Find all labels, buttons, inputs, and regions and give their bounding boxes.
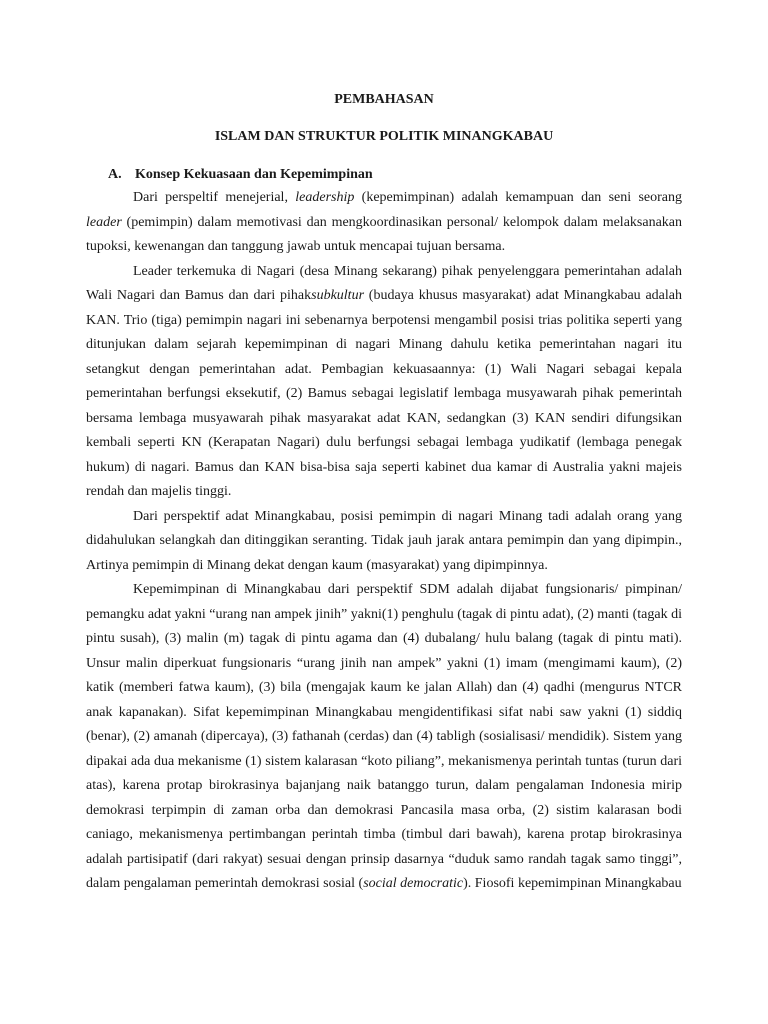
section-heading-text: Konsep Kekuasaan dan Kepemimpinan (135, 167, 373, 182)
text-run: Kepemimpinan di Minangkabau dari perspektif SDM adalah dijabat fungsionaris/ pimpinan/ pemangku adat yakni “urang nan ampek jinih” yakni(1) penghulu (tagak di pintu adat), (2) manti (tagak di pintu susah), (3) malin (m) tagak di pintu agama dan (4) dubalang/ hulu balang (tagak di pintu mati). Unsur malin diperkuat fungsionaris “urang jinih nan ampek” yakni (1) imam (mengimami kaum), (2) katik (memberi fatwa kaum), (3) bila (mengajak kaum ke jalan Allah) dan (4) qadhi (mengurus NTCR anak kapanakan). Sifat kepemimpinan Minangkabau mengidentifikasi sifat nabi saw yakni (1) siddiq (benar), (2) amanah (dipercaya), (3) fathanah (cerdas) dan (4) tabligh (sosialisasi/ mendidik). Sistem yang dipakai ada dua mekanisme (1) sistem kalarasan “koto piliang”, mekanismenya perintah tuntas (turun dari atas), karena protap birokrasinya bajanjang naik batanggo turun, dalam pengalaman Indonesia mirip demokrasi terpimpin di zaman orba dan demokrasi Pancasila masa orba, (2) sistim kalarasan bodi caniago, mekanismenya pertimbangan perintah timba (timbul dari bawah), karena protap birokrasinya adalah partisipatif (dari rakyat) sesuai dengan prinsip dasarnya “duduk samo randah tagak samo tinggi”, dalam pengalaman pemerintah demokrasi sosial ( (86, 582, 682, 891)
text-run: Leader terkemuka di Nagari (desa Minang sekarang) pihak penyelenggara pemerintahan adalah Wali Nagari dan Bamus dan dari pihak (86, 263, 682, 303)
paragraph (86, 186, 682, 260)
page-title: PEMBAHASAN (334, 92, 434, 107)
paragraph (86, 505, 682, 579)
section-letter: A. (108, 167, 122, 182)
text-run: (kepemimpinan) adalah kemampuan dan seni seorang (354, 190, 682, 205)
text-run: Dari perspeltif menejerial, (133, 190, 296, 205)
page-subtitle: ISLAM DAN STRUKTUR POLITIK MINANGKABAU (214, 129, 554, 144)
text-run: Dari perspektif adat Minangkabau, posisi pemimpin di nagari Minang tadi adalah orang yang didahulukan selangkah dan ditinggikan seranting. Tidak jauh jarak antara pemimpin dan yang dipimpin., Artinya pemimpin di Minang dekat dengan kaum (masyarakat) yang dipimpinnya. (86, 508, 682, 573)
text-run: ). Fiosofi kepemimpinan Minangkabau (463, 876, 682, 891)
italic-term: leadership (295, 190, 355, 205)
paragraph (86, 578, 682, 897)
paragraph (86, 260, 682, 505)
section-heading (108, 165, 682, 184)
body-text (86, 186, 682, 897)
italic-term: social democratic (363, 876, 464, 891)
text-run: (budaya khusus masyarakat) adat Minangkabau adalah KAN. Trio (tiga) pemimpin nagari ini sebenarnya berpotensi mengambil posisi trias politika seperti yang ditunjukan dalam sejarah kepemimpinan di nagari Minang dahulu ketika pemerintahan nagari itu setangkut dengan pemerintahan adat. Pembagian kekuasaannya: (1) Wali Nagari sebagai kepala pemerintahan berfungsi eksekutif, (2) Bamus sebagai legislatif lembaga musyawarah pihak pemerintah bersama lembaga musyawarah pihak masyarakat adat KAN, sedangkan (3) KAN sendiri difungsikan kembali seperti KN (Kerapatan Nagari) dulu berfungsi sebagai lembaga yudikatif (lembaga penegak hukum) di nagari. Bamus dan KAN bisa-bisa saja seperti kabinet dua kamar di Australia yakni majeis rendah dan majelis tinggi. (86, 288, 682, 499)
italic-term: leader (86, 214, 122, 230)
text-run: (pemimpin) dalam memotivasi dan mengkoordinasikan personal/ kelompok dalam melaksanakan tupoksi, kewenangan dan tanggung jawab untuk mencapai tujuan bersama. (86, 214, 682, 254)
italic-term: subkultur (311, 288, 365, 303)
